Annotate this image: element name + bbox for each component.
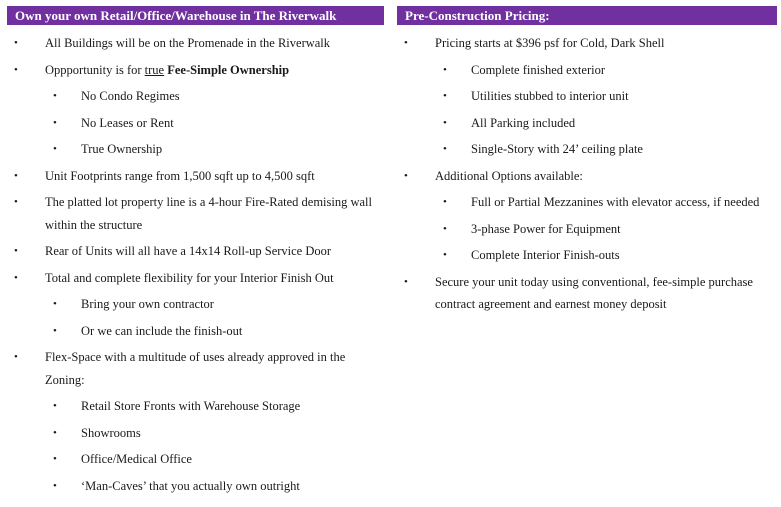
bullet-icon: • [14,351,18,363]
bullet-icon: • [14,196,18,208]
list-item-text: Pricing starts at $396 psf for Cold, Dark Shell [435,36,665,50]
list-item-text: Total and complete flexibility for your Interior Finish Out [45,270,334,285]
bullet-icon: • [53,400,57,412]
list-item [7,191,384,236]
bullet-icon: • [443,249,447,261]
bullet-icon: • [53,453,57,465]
bullet-icon: • [443,143,447,155]
list-item-text: All Buildings will be on the Promenade in the Riverwalk [45,36,331,50]
list-item [7,475,384,498]
list-item-text: No Leases or Rent [81,115,174,130]
bullet-icon: • [53,324,57,337]
bullet-icon: • [53,143,57,155]
list-item-text: Or we can include the finish-out [81,323,243,338]
right-column [397,6,777,320]
list-item [7,422,384,445]
bullet-icon: • [53,426,57,439]
list-item [7,293,384,316]
bullet-icon: • [14,37,18,49]
list-item-text: Flex-Space with a multitude of uses already approved in the Zoning: [45,350,346,387]
right-header: Pre-Construction Pricing: [397,6,777,25]
list-item [397,218,777,241]
list-item [397,244,777,267]
list-item-text: Complete finished exterior [471,62,605,77]
bullet-icon: • [53,479,57,492]
bullet-icon: • [53,298,57,310]
list-item [7,346,384,391]
list-item [7,32,384,55]
left-column [7,6,384,501]
list-item-text: Full or Partial Mezzanines with elevator access, if needed [471,195,760,209]
list-item [397,85,777,108]
list-item [7,395,384,418]
list-item [397,32,777,55]
bullet-icon: • [14,245,18,257]
left-bullet-list [7,32,384,497]
bullet-icon: • [443,90,447,102]
list-item [397,191,777,214]
bullet-icon: • [443,196,447,208]
list-item-text: Unit Footprints range from 1,500 sqft up to 4,500 sqft [45,168,315,183]
right-bullet-list [397,32,777,316]
list-item-text: ‘Man-Caves’ that you actually own outright [81,478,300,493]
list-item-text: Office/Medical Office [81,452,192,466]
bullet-icon: • [53,116,57,129]
list-item [397,271,777,316]
bullet-icon: • [14,169,18,182]
list-item [7,138,384,161]
list-item [397,165,777,188]
bullet-icon: • [443,116,447,129]
bullet-icon: • [404,37,408,49]
list-item-text: Showrooms [81,425,141,440]
list-item-text: Utilities stubbed to interior unit [471,89,629,103]
list-item-text: Bring your own contractor [81,297,214,311]
list-item-text: Additional Options available: [435,168,583,183]
bullet-icon: • [14,271,18,284]
list-item-text: 3-phase Power for Equipment [471,221,621,236]
list-item-text: No Condo Regimes [81,89,180,103]
list-item [397,138,777,161]
list-item-text: Retail Store Fronts with Warehouse Storage [81,399,301,413]
list-item [7,320,384,343]
list-item-text: True Ownership [81,142,163,156]
underlined-text: true [144,62,165,77]
bullet-icon: • [443,63,447,76]
bullet-icon: • [53,90,57,102]
list-item-text: Complete Interior Finish-outs [471,248,620,262]
list-item-text: Secure your unit today using conventional, fee-simple purchase contract agreement and earnest money deposit [435,274,753,311]
list-item [7,448,384,471]
list-item [7,112,384,135]
bullet-icon: • [404,275,408,288]
bold-text: Fee-Simple Ownership [164,62,290,77]
list-item [7,165,384,188]
list-item [7,267,384,290]
list-item-text: The platted lot property line is a 4-hour Fire-Rated demising wall within the structure [45,195,373,232]
bullet-icon: • [404,169,408,182]
list-item-text: Rear of Units will all have a 14x14 Roll-up Service Door [45,244,332,258]
list-item-text: All Parking included [471,115,576,130]
list-item [7,240,384,263]
list-item-text: Oppportunity is for [45,62,145,77]
bullet-icon: • [14,63,18,76]
list-item [397,112,777,135]
list-item-text: Single-Story with 24’ ceiling plate [471,142,643,156]
bullet-icon: • [443,222,447,235]
left-header: Own your own Retail/Office/Warehouse in The Riverwalk [7,6,384,25]
list-item [7,85,384,108]
list-item [397,59,777,82]
list-item [7,59,384,82]
